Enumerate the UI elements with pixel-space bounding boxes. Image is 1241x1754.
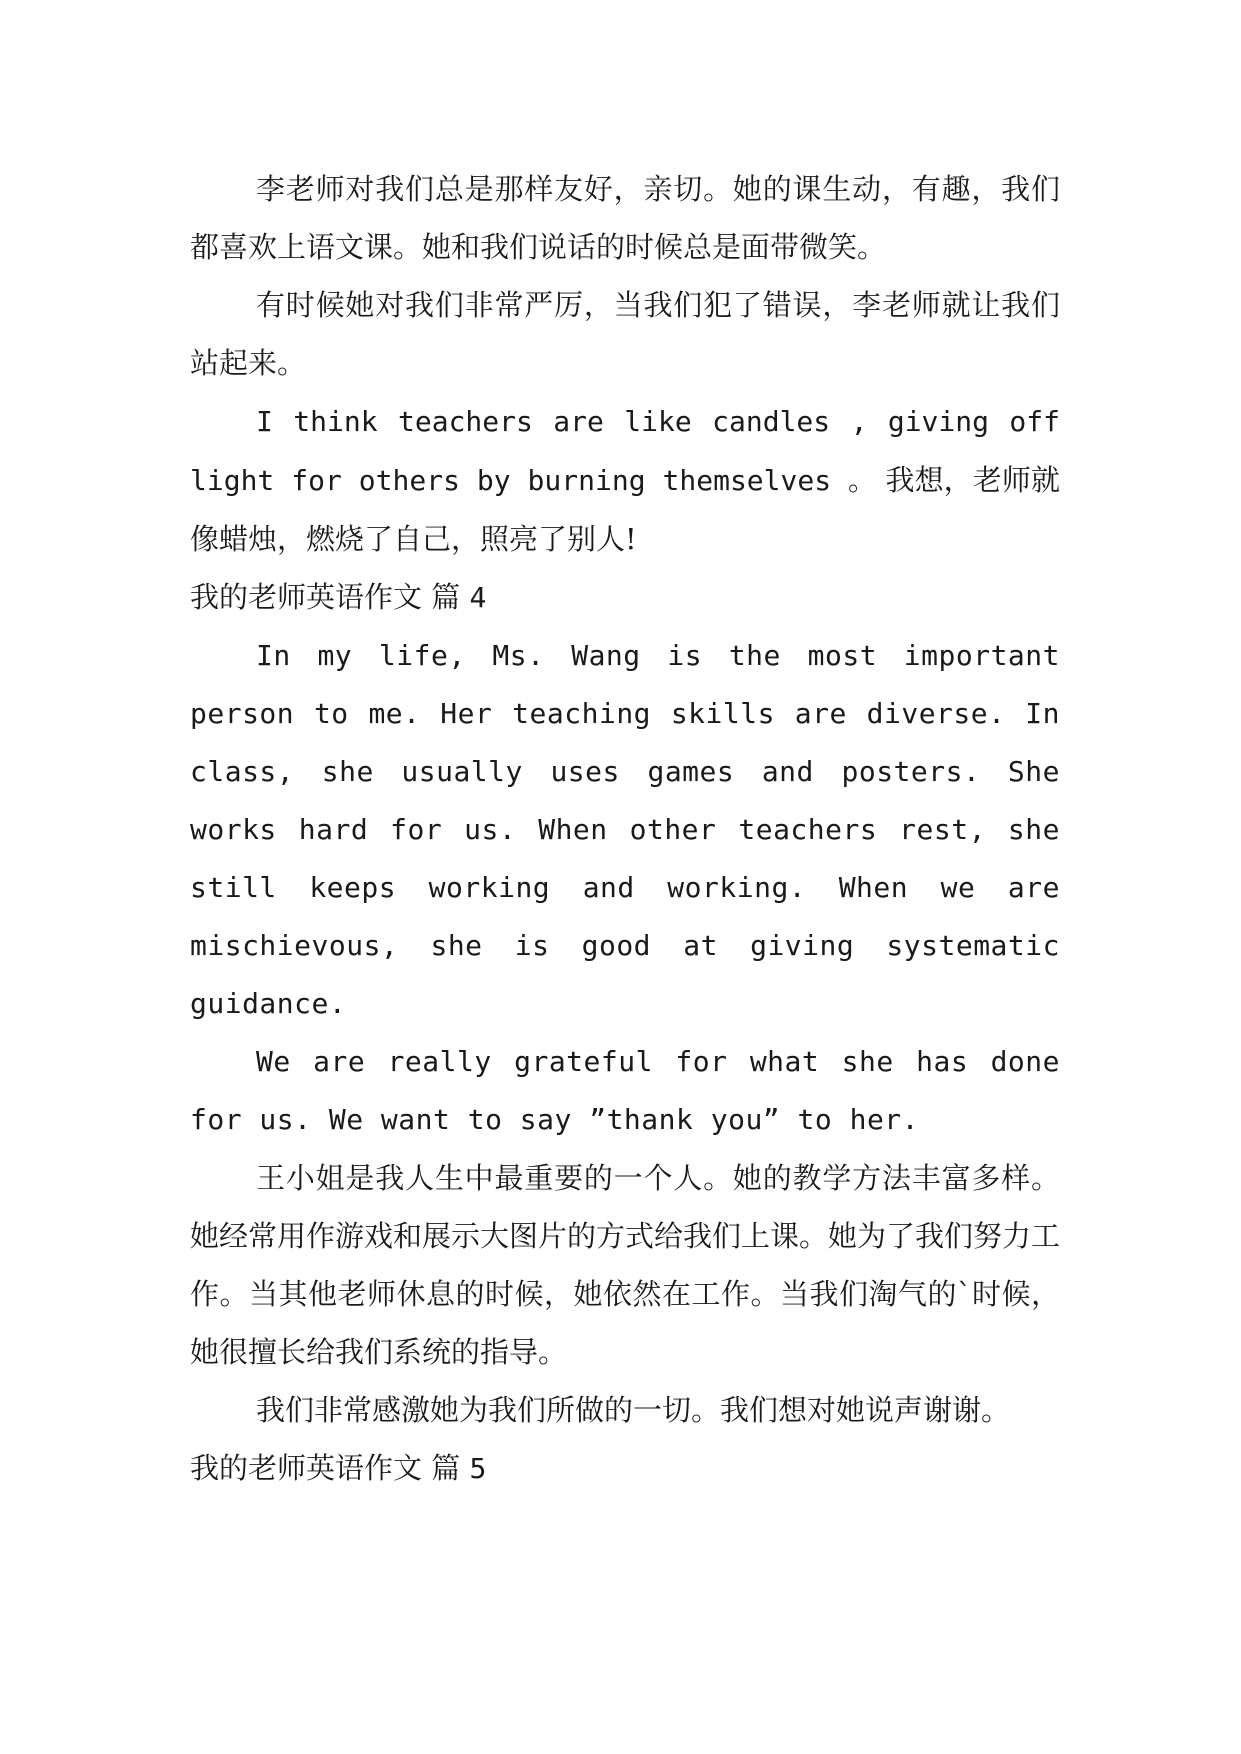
section-heading-5-text: 我的老师英语作文 篇 (190, 1451, 461, 1485)
section-heading-4-text: 我的老师英语作文 篇 (190, 580, 461, 614)
paragraph-candles-chinese: 我想，老师就像蜡烛，燃烧了自己，照亮了别人! (190, 463, 1060, 556)
section-heading-4 (190, 568, 1060, 627)
paragraph-ms-wang-english: In my life, Ms. Wang is the most important person to me. Her teaching skills are diverse. In class, she usually uses games and posters. She works hard for us. When other teachers rest, she still keeps working and working. When we are mischievous, she is good at giving systematic guidance. (190, 639, 1060, 1020)
paragraph-ms-wang-chinese: 王小姐是我人生中最重要的一个人。她的教学方法丰富多样。她经常用作游戏和展示大图片的方式给我们上课。她为了我们努力工作。当其他老师休息的时候，她依然在工作。当我们淘气的`时候，她很擅长给我们系统的指导。 (190, 1161, 1061, 1369)
section-heading-4-number: 4 (469, 581, 487, 614)
document-body (190, 160, 1060, 1498)
section-heading-5-number: 5 (469, 1452, 487, 1485)
section-heading-5 (190, 1439, 1060, 1498)
paragraph-grateful-chinese: 我们非常感激她为我们所做的一切。我们想对她说声谢谢。 (256, 1393, 1011, 1427)
paragraph-candles-english: I think teachers are like candles , giving off light for others by burning themselves 。 (190, 405, 1060, 497)
paragraph-teacher-li-friendly: 李老师对我们总是那样友好，亲切。她的课生动，有趣，我们都喜欢上语文课。她和我们说话的时候总是面带微笑。 (190, 172, 1060, 264)
paragraph-teacher-li-strict: 有时候她对我们非常严厉，当我们犯了错误，李老师就让我们站起来。 (190, 288, 1060, 380)
paragraph-grateful-english: We are really grateful for what she has done for us. We want to say ”thank you” to her. (190, 1045, 1060, 1136)
paragraph-candles (190, 392, 1060, 568)
